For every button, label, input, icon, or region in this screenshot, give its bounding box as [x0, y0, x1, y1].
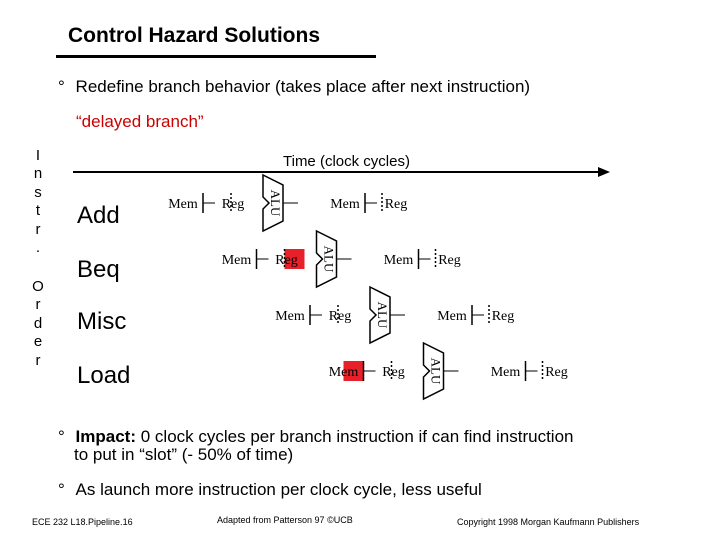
reg-stage-label: Reg: [384, 197, 408, 212]
bullet-marker: °: [58, 77, 65, 96]
mem-stage-label: Mem: [275, 309, 305, 324]
alu-stage-label: ALU: [428, 357, 444, 385]
bullet-text: Redefine branch behavior (takes place after next instruction): [75, 77, 531, 96]
alu-stage-label: ALU: [375, 301, 391, 329]
instr-order-letter: r: [35, 296, 41, 314]
footer-right: Copyright 1998 Morgan Kaufmann Publishers: [457, 517, 640, 527]
mem-stage-label: Mem: [330, 197, 360, 212]
footer-center: Adapted from Patterson 97 ©UCB: [217, 515, 353, 525]
alu-stage-label: ALU: [268, 189, 284, 217]
instr-order-letter: r: [35, 220, 41, 238]
bullet-bold: Impact:: [75, 427, 137, 446]
instr-label-beq: Beq: [77, 256, 120, 283]
instr-order-letter: n: [33, 165, 43, 183]
bullet-2: [58, 428, 574, 446]
bullet-text: 0 clock cycles per branch instruction if can find instruction: [136, 427, 574, 446]
reg-stage-label: Reg: [545, 365, 568, 380]
reg-stage-label: Reg: [221, 197, 245, 212]
instr-label-misc: Misc: [77, 308, 127, 335]
reg-stage-label: Reg: [275, 253, 298, 268]
bullet-2-cont: to put in “slot” (- 50% of time): [74, 445, 294, 464]
footer-left: ECE 232 L18.Pipeline.16: [32, 517, 133, 527]
instr-label-load: Load: [77, 362, 131, 389]
mem-stage-label: Mem: [383, 253, 414, 268]
mem-stage-label: Mem: [168, 197, 198, 212]
time-arrow-head: [598, 167, 610, 177]
pipeline-rows: [163, 175, 568, 399]
mem-stage-label: Mem: [328, 365, 359, 380]
reg-stage-label: Reg: [491, 309, 515, 324]
instr-order-letter: I: [35, 147, 41, 164]
alu-stage-label: ALU: [321, 245, 337, 273]
instr-label-add: Add: [77, 202, 120, 229]
time-axis-label: Time (clock cycles): [283, 153, 410, 170]
instr-order-letter: O: [32, 278, 44, 295]
mem-stage-label: Mem: [437, 309, 467, 324]
delayed-branch-label: “delayed branch”: [76, 112, 204, 131]
instr-order-letter: .: [35, 239, 41, 257]
reg-stage-label: Reg: [382, 365, 405, 380]
instr-order-letter: e: [33, 333, 43, 351]
mem-stage-label: Mem: [221, 253, 252, 268]
mem-stage-label: Mem: [490, 365, 521, 380]
bullet-marker: °: [58, 480, 65, 499]
instr-order-letter: r: [35, 351, 41, 369]
instr-order-letter: d: [33, 314, 43, 332]
bullet-3: [58, 480, 482, 500]
reg-stage-label: Reg: [328, 309, 352, 324]
bullet-text: As launch more instruction per clock cycle, less useful: [75, 480, 482, 499]
reg-stage-label: Reg: [438, 253, 461, 268]
instr-order-letter: s: [34, 183, 42, 201]
bullet-marker: °: [58, 427, 65, 446]
instr-order-letter: t: [35, 202, 41, 220]
page-title: Control Hazard Solutions: [68, 24, 320, 47]
